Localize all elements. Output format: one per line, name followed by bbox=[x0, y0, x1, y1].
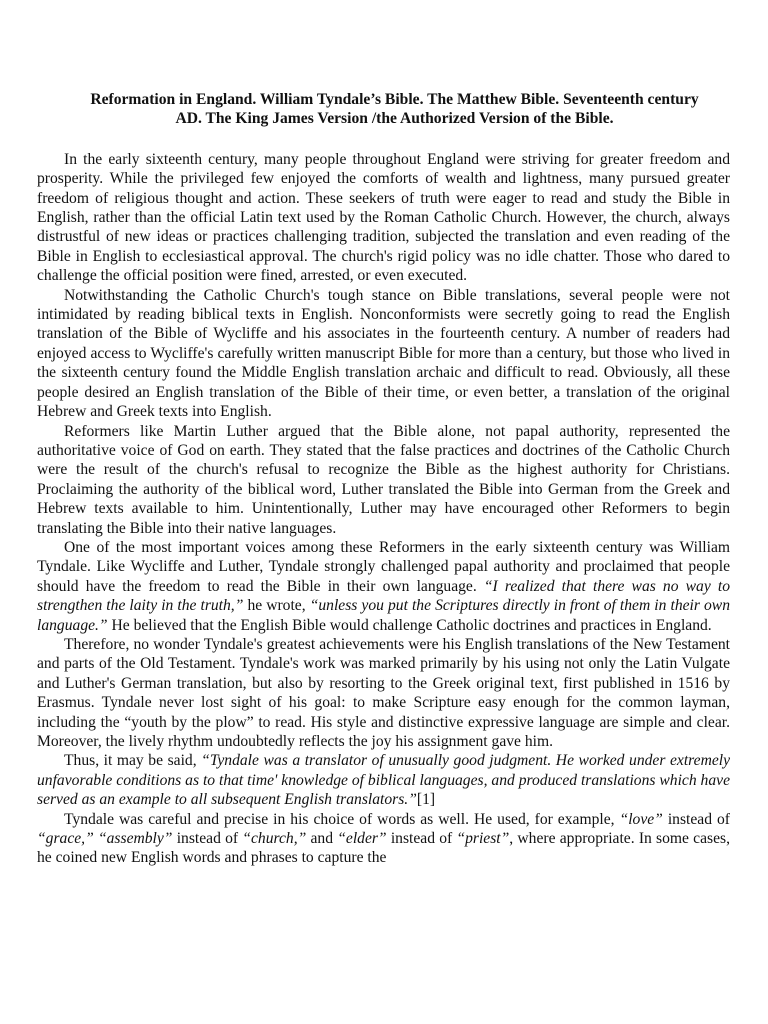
text-run: In the early sixteenth century, many people throughout England were striving for greater freedom and prosperity. While the privileged few enjoyed the comforts of wealth and lightness, many pursued greater freedom of religious thought and action. These seekers of truth were eager to read and study the Bible in English, rather than the official Latin text used by the Roman Catholic Church. However, the church, always distrustful of new ideas or practices challenging tradition, subjected the translation and even reading of the Bible in English to ecclesiastical approval. The church's rigid policy was no idle chatter. Those who dared to challenge the official position were fined, arrested, or even executed. bbox=[37, 150, 730, 285]
text-run: and bbox=[306, 830, 338, 848]
italic-quote: “grace,” “assembly” bbox=[37, 830, 173, 848]
italic-quote: “love” bbox=[619, 810, 663, 828]
italic-quote: “priest” bbox=[456, 830, 510, 848]
document-page bbox=[37, 90, 730, 868]
italic-quote: “elder” bbox=[337, 830, 387, 848]
paragraph bbox=[37, 150, 730, 286]
text-run: Reformers like Martin Luther argued that the Bible alone, not papal authority, represented the authoritative voice of God on earth. They stated that the false practices and doctrines of the Catholic Church were the result of the church's refusal to recognize the Bible as the highest authority for Christians. Proclaiming the authority of the biblical word, Luther translated the Bible into German from the Greek and Hebrew texts available to him. Unintentionally, Luther may have encouraged other Reformers to begin translating the Bible into their native languages. bbox=[37, 422, 730, 537]
italic-quote: “Tyndale was a translator of unusually good judgment. He worked under extremely unfavorable conditions as to that time' knowledge of biblical languages, and produced translations which have served as an example to all subsequent English translators.” bbox=[37, 752, 730, 809]
text-run: [1] bbox=[416, 791, 436, 809]
text-run: he wrote, bbox=[243, 597, 310, 615]
text-run: He believed that the English Bible would challenge Catholic doctrines and practices in England. bbox=[107, 616, 712, 634]
text-run: instead of bbox=[172, 830, 243, 848]
document-title: Reformation in England. William Tyndale’s Bible. The Matthew Bible. Seventeenth century AD. The King James Version /the Authorized Version of the Bible. bbox=[90, 91, 699, 128]
text-run: instead of bbox=[386, 830, 457, 848]
text-run: Therefore, no wonder Tyndale's greatest achievements were his English translations of the New Testament and parts of the Old Testament. Tyndale's work was marked primarily by his using not only the Latin Vulgate and Luther's German translation, but also by resorting to the Greek original text, first published in 1516 by Erasmus. Tyndale never lost sight of his goal: to make Scripture easy enough for the common layman, including the “youth by the plow” to read. His style and distinctive expressive language are simple and clear. Moreover, the lively rhythm undoubtedly reflects the joy his assignment gave him. bbox=[37, 635, 730, 750]
paragraph bbox=[37, 286, 730, 422]
paragraph bbox=[37, 635, 730, 751]
text-run: , where appropriate. In some cases, he coined new English words and phrases to capture the bbox=[37, 830, 730, 867]
text-run: One of the most important voices among these Reformers in the early sixteenth century was William Tyndale. Like Wycliffe and Luther, Tyndale strongly challenged papal authority and proclaimed that people should have the freedom to read the Bible in their own language. bbox=[37, 538, 730, 595]
text-run: Tyndale was careful and precise in his choice of words as well. He used, for example, bbox=[64, 810, 620, 828]
text-run: Notwithstanding the Catholic Church's tough stance on Bible translations, several people were not intimidated by reading biblical texts in English. Nonconformists were secretly going to read the English translation of the Bible of Wycliffe and his associates in the fourteenth century. A number of readers had enjoyed access to Wycliffe's carefully written manuscript Bible for more than a century, but those who lived in the sixteenth century found the Middle English translation archaic and difficult to read. Obviously, all these people desired an English translation of the Bible of their time, or even better, a translation of the original Hebrew and Greek texts into English. bbox=[37, 286, 730, 421]
paragraph bbox=[37, 422, 730, 538]
paragraph bbox=[37, 751, 730, 809]
paragraph bbox=[37, 810, 730, 868]
paragraph bbox=[37, 538, 730, 635]
text-run: instead of bbox=[662, 810, 730, 828]
italic-quote: “church,” bbox=[242, 830, 307, 848]
document-body bbox=[37, 150, 730, 868]
italic-quote: “I realized that there was no way to strengthen the laity in the truth,” bbox=[37, 577, 730, 615]
text-run: Thus, it may be said, bbox=[64, 752, 202, 770]
italic-quote: “unless you put the Scriptures directly in front of them in their own language.” bbox=[37, 597, 730, 634]
